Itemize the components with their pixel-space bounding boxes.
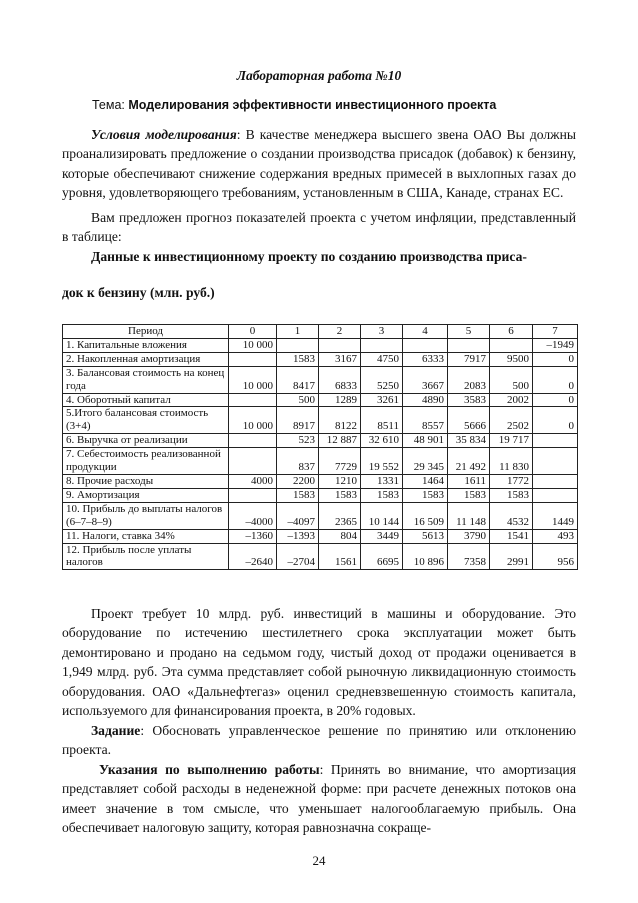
cell-period-6: 1541 (490, 529, 533, 543)
table-header-row (63, 325, 578, 339)
cell-period-0 (229, 434, 277, 448)
header-period-5: 5 (448, 325, 490, 339)
cell-period-2: 12 887 (319, 434, 361, 448)
row-label: 6. Выручка от реализации (63, 434, 229, 448)
header-period-1: 1 (277, 325, 319, 339)
cell-period-2: 1583 (319, 488, 361, 502)
cell-period-1: 8917 (277, 407, 319, 434)
theme-line (92, 98, 496, 112)
header-period-3: 3 (361, 325, 403, 339)
cell-period-4: 4890 (403, 393, 448, 407)
cell-period-3 (361, 338, 403, 352)
table-row (63, 407, 578, 434)
cell-period-6: 2502 (490, 407, 533, 434)
cell-period-1: –2704 (277, 543, 319, 570)
table-row (63, 338, 578, 352)
cell-period-3: 4750 (361, 352, 403, 366)
cell-period-3: 3449 (361, 529, 403, 543)
cell-period-4: 48 901 (403, 434, 448, 448)
cell-period-6: 2002 (490, 393, 533, 407)
instructions-label: Указания по выполнению работы (99, 762, 320, 777)
cell-period-6: 2991 (490, 543, 533, 570)
cell-period-1: 523 (277, 434, 319, 448)
cell-period-0 (229, 393, 277, 407)
cell-period-6: 4532 (490, 502, 533, 529)
cell-period-3: 8511 (361, 407, 403, 434)
cell-period-7 (533, 488, 578, 502)
row-label: 2. Накопленная амортизация (63, 352, 229, 366)
theme-prefix: Тема: (92, 98, 129, 112)
cell-period-3: 6695 (361, 543, 403, 570)
cell-period-4: 1464 (403, 474, 448, 488)
cell-period-3: 19 552 (361, 448, 403, 475)
cell-period-5: 3583 (448, 393, 490, 407)
cell-period-5: 7358 (448, 543, 490, 570)
cell-period-6: 1772 (490, 474, 533, 488)
cell-period-6: 11 830 (490, 448, 533, 475)
row-label: 10. Прибыль до выплаты налогов (6–7–8–9) (63, 502, 229, 529)
table-row (63, 488, 578, 502)
conditions-paragraph (62, 125, 576, 203)
cell-period-1: 500 (277, 393, 319, 407)
cell-period-0: 10 000 (229, 407, 277, 434)
cell-period-4: 29 345 (403, 448, 448, 475)
cell-period-3: 3261 (361, 393, 403, 407)
cell-period-7: 0 (533, 352, 578, 366)
cell-period-0: 4000 (229, 474, 277, 488)
cell-period-4: 6333 (403, 352, 448, 366)
conditions-text: : В качестве менеджера высшего звена ОАО Вы должны проанализировать предложение о создании производства присадок (добавок) к бензину, которые обеспечивают снижение содержания вредных примесей в выхлопных газах до уровня, удовлетворяющего требованиям, установленным в США, Канаде, странах ЕС. (62, 127, 576, 201)
cell-period-7 (533, 474, 578, 488)
cell-period-2 (319, 338, 361, 352)
cell-period-1: –4097 (277, 502, 319, 529)
cell-period-5: 21 492 (448, 448, 490, 475)
cell-period-5: 3790 (448, 529, 490, 543)
table-row (63, 543, 578, 570)
cell-period-6: 500 (490, 366, 533, 393)
header-period-4: 4 (403, 325, 448, 339)
row-label: 9. Амортизация (63, 488, 229, 502)
header-period-7: 7 (533, 325, 578, 339)
cell-period-7: 0 (533, 366, 578, 393)
cell-period-1 (277, 338, 319, 352)
table-row (63, 448, 578, 475)
forecast-paragraph: Вам предложен прогноз показателей проекта с учетом инфляции, представленный в таблице: (62, 210, 576, 245)
cell-period-0: –2640 (229, 543, 277, 570)
cell-period-4: 16 509 (403, 502, 448, 529)
cell-period-5: 7917 (448, 352, 490, 366)
cell-period-0 (229, 488, 277, 502)
conditions-label: Условия моделирования (91, 127, 237, 142)
cell-period-4: 10 896 (403, 543, 448, 570)
header-period-0: 0 (229, 325, 277, 339)
cell-period-7: 1449 (533, 502, 578, 529)
cell-period-2: 1561 (319, 543, 361, 570)
table-row (63, 434, 578, 448)
cell-period-0: 10 000 (229, 366, 277, 393)
cell-period-0: 10 000 (229, 338, 277, 352)
instructions-text: : Принять во внимание, что амортизация представляет собой расходы в неденежной форме: при расчете денежных потоков она имеет значение в том смысле, что уменьшает налогооблагаемую прибыль. Она обеспечивает налоговую защиту, которая равнозначна сокраще- (62, 762, 576, 836)
cell-period-6: 19 717 (490, 434, 533, 448)
cell-period-7: 493 (533, 529, 578, 543)
row-label: 5.Итого балансовая стоимость (3+4) (63, 407, 229, 434)
cell-period-4: 3667 (403, 366, 448, 393)
cell-period-7: 0 (533, 407, 578, 434)
cell-period-2: 804 (319, 529, 361, 543)
table-heading-line1: Данные к инвестиционному проекту по созданию производства приса- (91, 249, 527, 264)
cell-period-0: –1360 (229, 529, 277, 543)
table-heading-line2: док к бензину (млн. руб.) (62, 285, 215, 300)
cell-period-5 (448, 338, 490, 352)
table-row (63, 474, 578, 488)
cell-period-2: 8122 (319, 407, 361, 434)
cell-period-1: 1583 (277, 352, 319, 366)
header-period-6: 6 (490, 325, 533, 339)
project-paragraph: Проект требует 10 млрд. руб. инвестиций в машины и оборудование. Это оборудование по истечению шестилетнего срока эксплуатации может быть демонтировано и продано на седьмом году, чистый доход от продажи оценивается в 1,949 млрд. руб. Эта сумма представляет собой рыночную ликвидационную стоимость оборудования. ОАО «Дальнефтегаз» оценил средневзвешенную стоимость капитала, используемого для финансирования проекта, в 20% годовых. (62, 606, 576, 719)
cell-period-2: 1289 (319, 393, 361, 407)
row-label: 11. Налоги, ставка 34% (63, 529, 229, 543)
cell-period-4 (403, 338, 448, 352)
cell-period-5: 5666 (448, 407, 490, 434)
cell-period-7: 956 (533, 543, 578, 570)
row-label: 1. Капитальные вложения (63, 338, 229, 352)
cell-period-2: 7729 (319, 448, 361, 475)
cell-period-5: 11 148 (448, 502, 490, 529)
header-period-2: 2 (319, 325, 361, 339)
table-row (63, 529, 578, 543)
row-label: 3. Балансовая стоимость на конец года (63, 366, 229, 393)
project-data-table (62, 324, 578, 570)
theme-text: Моделирования эффективности инвестиционного проекта (128, 98, 497, 112)
cell-period-6: 1583 (490, 488, 533, 502)
row-label: 8. Прочие расходы (63, 474, 229, 488)
cell-period-4: 1583 (403, 488, 448, 502)
cell-period-2: 2365 (319, 502, 361, 529)
header-period: Период (63, 325, 229, 339)
task-text: : Обосновать управленческое решение по принятию или отклонению проекта. (62, 723, 576, 758)
row-label: 7. Себестоимость реализованной продукции (63, 448, 229, 475)
cell-period-7 (533, 434, 578, 448)
cell-period-3: 32 610 (361, 434, 403, 448)
table-row (63, 352, 578, 366)
cell-period-4: 5613 (403, 529, 448, 543)
cell-period-5: 1583 (448, 488, 490, 502)
cell-period-1: 837 (277, 448, 319, 475)
cell-period-6: 9500 (490, 352, 533, 366)
row-label: 12. Прибыль после уплаты налогов (63, 543, 229, 570)
cell-period-5: 2083 (448, 366, 490, 393)
cell-period-3: 5250 (361, 366, 403, 393)
cell-period-7: 0 (533, 393, 578, 407)
cell-period-0 (229, 352, 277, 366)
cell-period-7 (533, 448, 578, 475)
row-label: 4. Оборотный капитал (63, 393, 229, 407)
table-row (63, 502, 578, 529)
cell-period-0 (229, 448, 277, 475)
page-number: 24 (312, 853, 326, 868)
cell-period-3: 10 144 (361, 502, 403, 529)
cell-period-5: 1611 (448, 474, 490, 488)
instructions-paragraph (62, 760, 576, 838)
cell-period-3: 1331 (361, 474, 403, 488)
cell-period-2: 6833 (319, 366, 361, 393)
cell-period-2: 1210 (319, 474, 361, 488)
task-label: Задание (91, 723, 141, 738)
cell-period-1: 1583 (277, 488, 319, 502)
cell-period-6 (490, 338, 533, 352)
cell-period-4: 8557 (403, 407, 448, 434)
cell-period-7: –1949 (533, 338, 578, 352)
table-row (63, 366, 578, 393)
cell-period-5: 35 834 (448, 434, 490, 448)
cell-period-1: 8417 (277, 366, 319, 393)
cell-period-2: 3167 (319, 352, 361, 366)
cell-period-0: –4000 (229, 502, 277, 529)
table-row (63, 393, 578, 407)
cell-period-3: 1583 (361, 488, 403, 502)
task-paragraph (62, 721, 576, 760)
cell-period-1: 2200 (277, 474, 319, 488)
cell-period-1: –1393 (277, 529, 319, 543)
page-title: Лабораторная работа №10 (236, 68, 402, 83)
